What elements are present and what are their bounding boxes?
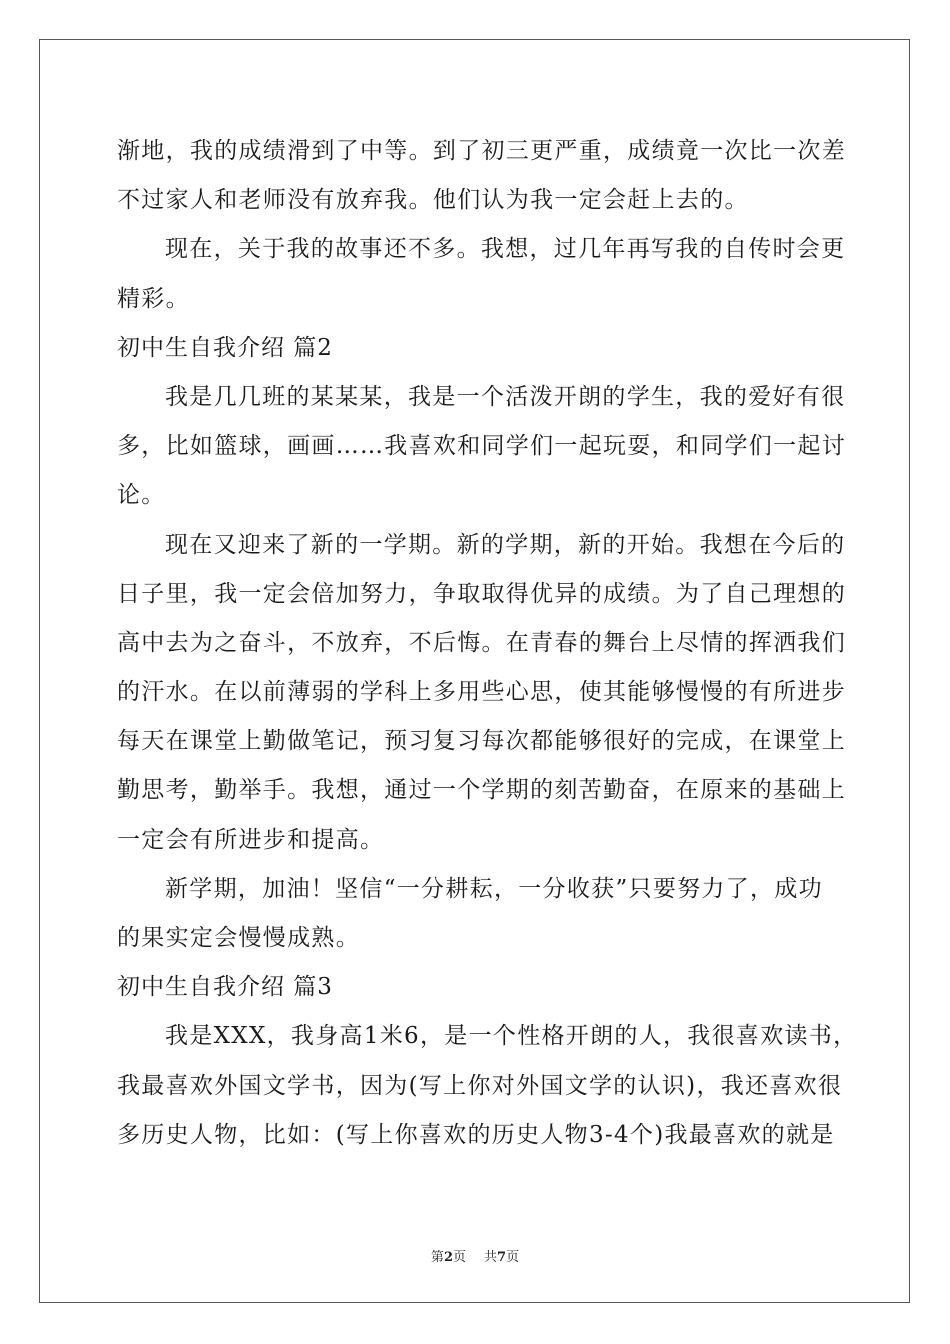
document-body: [117, 127, 858, 1160]
section-heading: 初中生自我介绍 篇2: [117, 334, 333, 361]
text-line: 勤思考，勤举手。我想，通过一个学期的刻苦勤奋，在原来的基础上: [117, 777, 846, 804]
text-line: 多历史人物，比如：(写上你喜欢的历史人物3-4个)我最喜欢的就是: [117, 1121, 835, 1148]
text-line: 论。: [117, 482, 166, 509]
text-line: 高中去为之奋斗，不放弃，不后悔。在青春的舞台上尽情的挥洒我们: [117, 629, 846, 656]
text-line: 现在又迎来了新的一学期。新的学期，新的开始。我想在今后的: [165, 531, 846, 558]
text-line: 一定会有所进步和提高。: [117, 826, 385, 853]
text-line: 新学期，加油！坚信“一分耕耘，一分收获”只要努力了，成功: [165, 875, 823, 902]
text-line: 不过家人和老师没有放弃我。他们认为我一定会赶上去的。: [117, 187, 749, 214]
text-line: 的果实定会慢慢成熟。: [117, 925, 360, 951]
page-indicator: [431, 1246, 466, 1265]
text-line: 我是几几班的某某某，我是一个活泼开朗的学生，我的爱好有很: [165, 383, 846, 410]
text-line: 每天在课堂上勤做笔记，预习复习每次都能够很好的完成，在课堂上: [117, 728, 846, 755]
total-indicator: [484, 1246, 519, 1265]
text-line: 精彩。: [117, 285, 190, 312]
text-line: 日子里，我一定会倍加努力，争取取得优异的成绩。为了自己理想的: [117, 580, 846, 607]
page-footer: [0, 1246, 950, 1265]
page-suffix: 页: [452, 1250, 466, 1265]
page-number: 2: [443, 1250, 453, 1265]
total-number: 7: [497, 1250, 507, 1265]
text-line: 多，比如篮球，画画……我喜欢和同学们一起玩耍，和同学们一起讨: [117, 433, 846, 460]
total-suffix: 页: [506, 1250, 520, 1265]
text-line: 我是XXX，我身高1米6，是一个性格开朗的人，我很喜欢读书，: [165, 1023, 858, 1050]
text-line: 渐地，我的成绩滑到了中等。到了初三更严重，成绩竟一次比一次差: [117, 138, 846, 164]
text-line: 我最喜欢外国文学书，因为(写上你对外国文学的认识)，我还喜欢很: [117, 1072, 843, 1099]
page-prefix: 第: [430, 1250, 444, 1265]
text-line: 的汗水。在以前薄弱的学科上多用些心思，使其能够慢慢的有所进步: [117, 679, 846, 706]
section-heading: 初中生自我介绍 篇3: [117, 974, 333, 1001]
total-prefix: 共: [484, 1250, 498, 1265]
text-line: 现在，关于我的故事还不多。我想，过几年再写我的自传时会更: [165, 236, 846, 263]
